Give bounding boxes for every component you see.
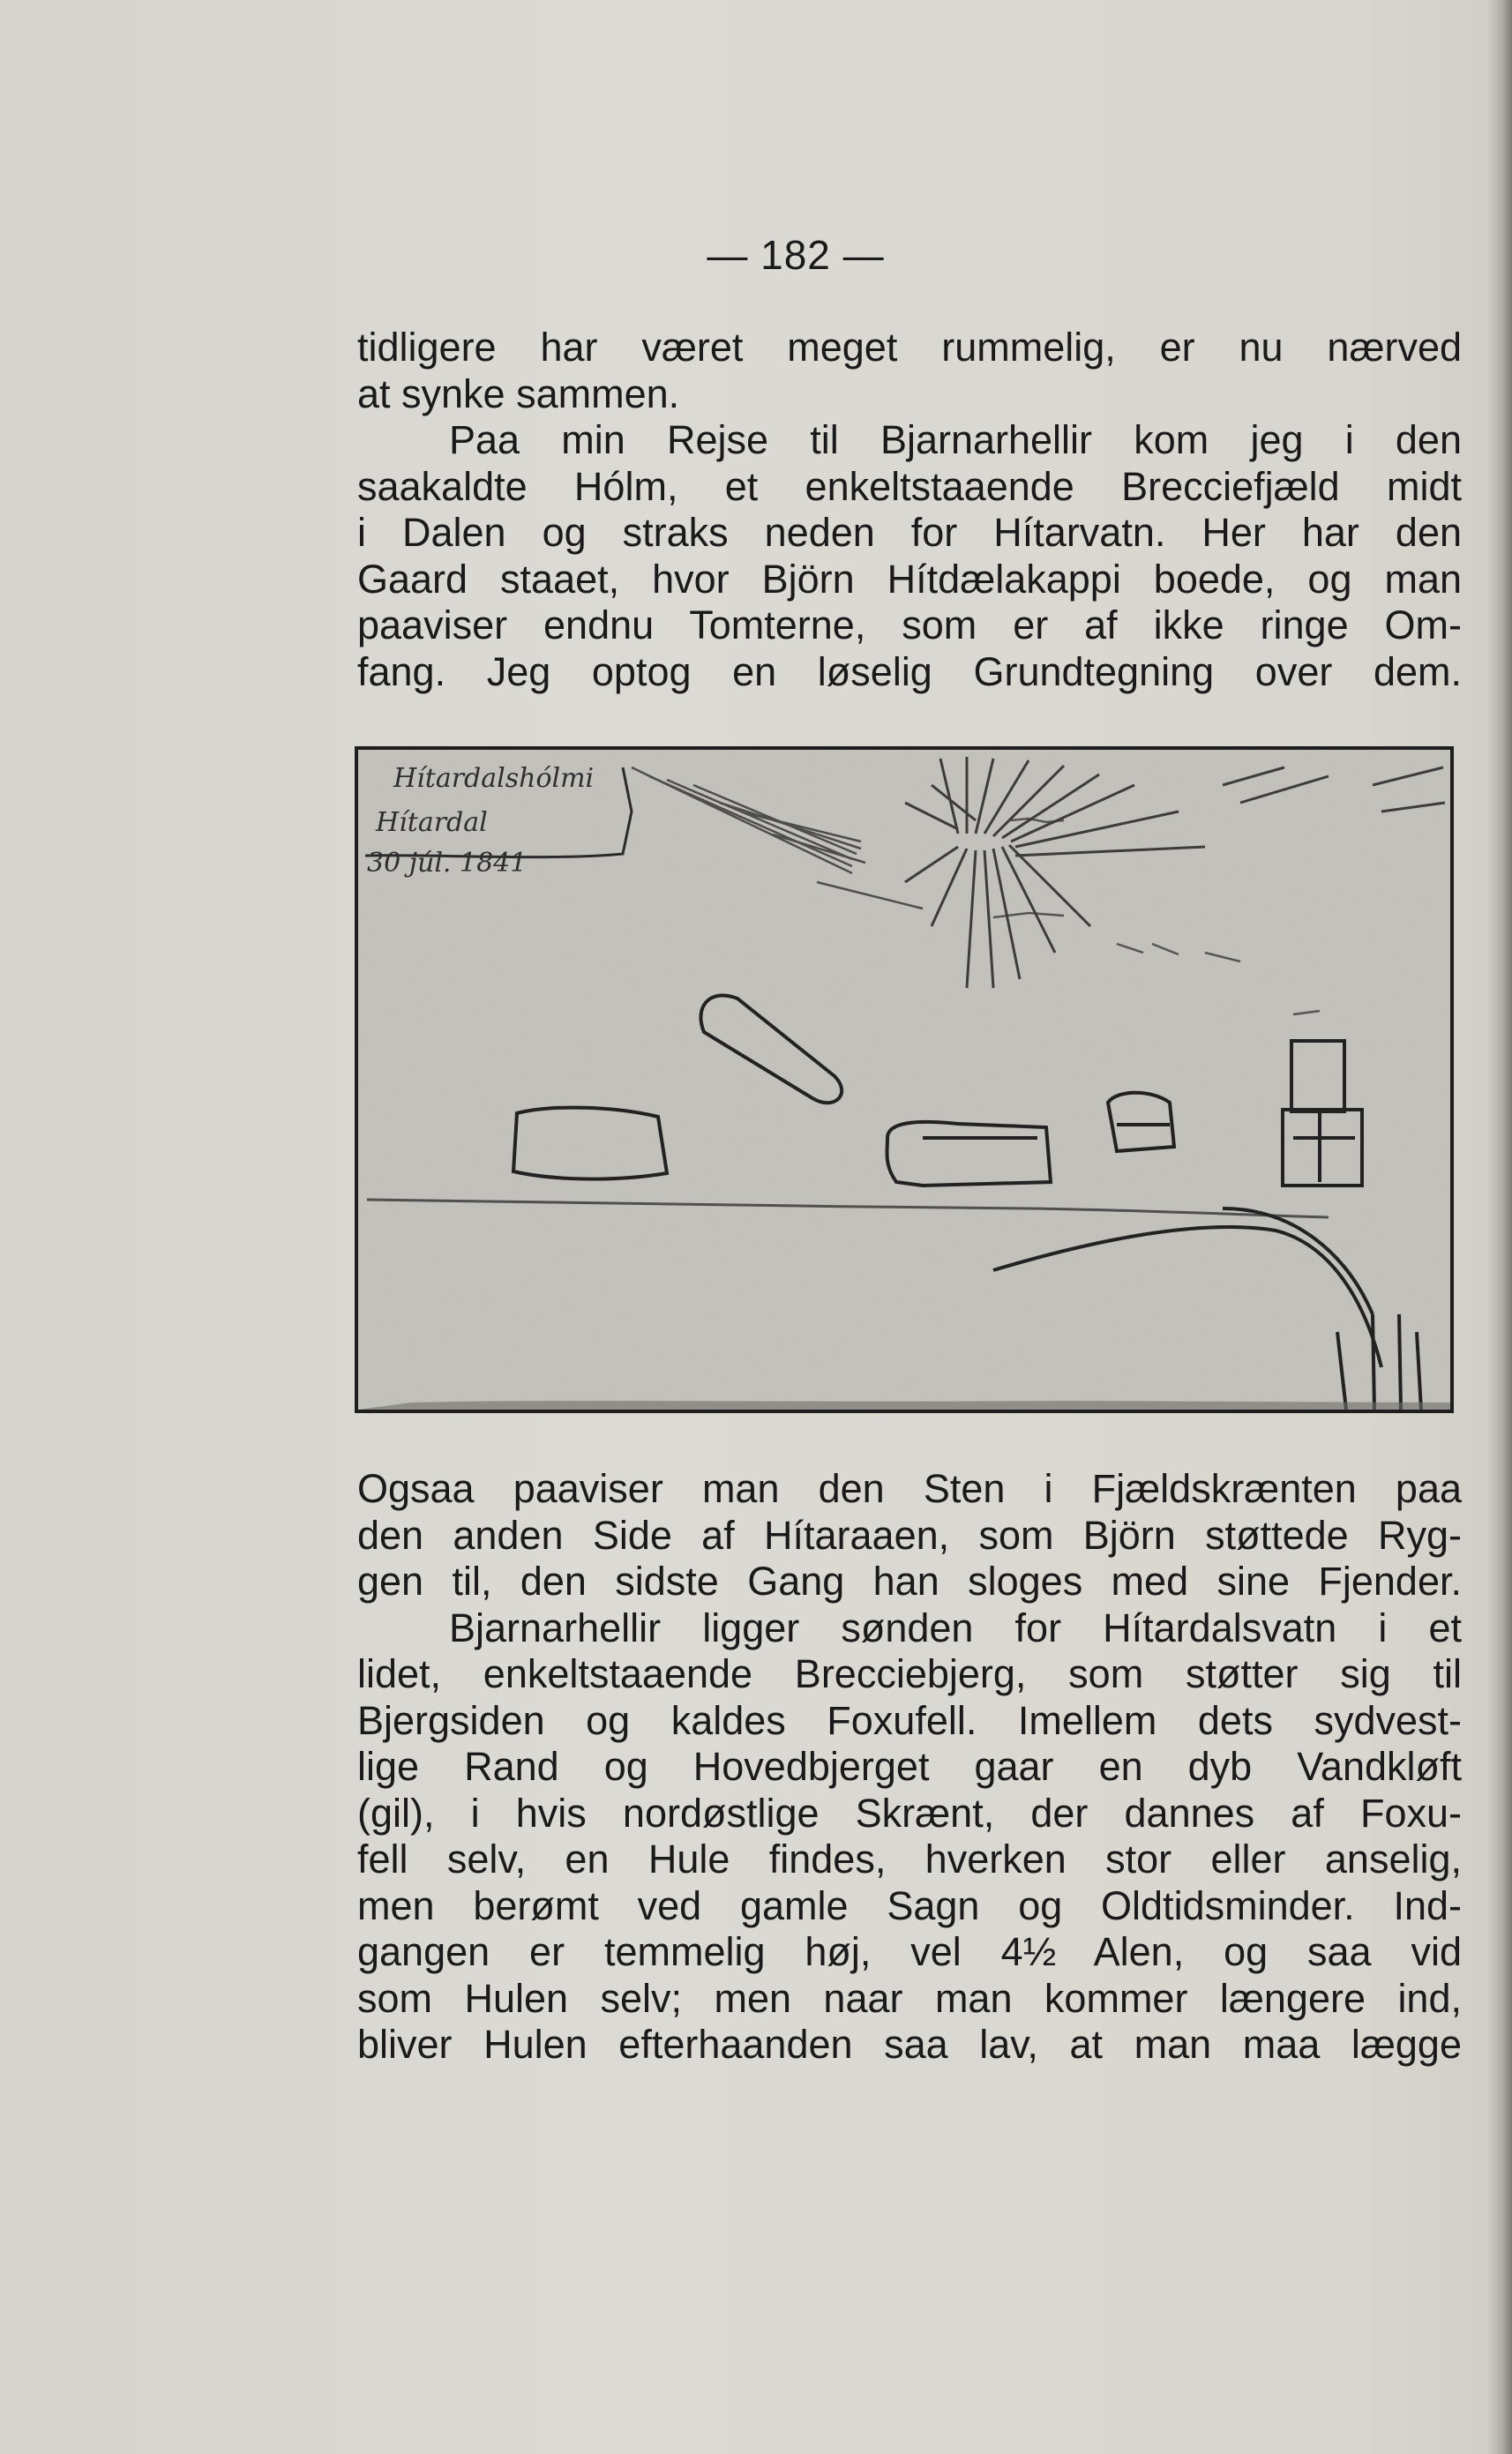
paragraph-bottom: [357, 1466, 1462, 2069]
text-line: Paa min Rejse til Bjarnarhellir kom jeg i den: [449, 417, 1462, 462]
text-line: saakaldte Hólm, et enkeltstaaende Brecciefjæld midt: [357, 463, 1462, 509]
text-line: gen til, den sidste Gang han sloges med sine Fjender.: [357, 1559, 1462, 1604]
page-number: — 182 —: [707, 232, 885, 278]
text-line: paaviser endnu Tomterne, som er af ikke ringe Om-: [357, 602, 1462, 647]
text-line: lige Rand og Hovedbjerget gaar en dyb Vandkløft: [357, 1744, 1462, 1789]
text-line: gangen er temmelig høj, vel 4½ Alen, og saa vid: [357, 1929, 1462, 1974]
note-line: Hítardalshólmi: [393, 763, 595, 794]
text-line: fang. Jeg optog en løselig Grundtegning over dem.: [357, 648, 1462, 694]
text-line: tidligere har været meget rummelig, er nu nærved: [357, 325, 1462, 370]
text-line: bliver Hulen efterhaanden saa lav, at man maa lægge: [357, 2022, 1462, 2067]
text-line: lidet, enkeltstaaende Brecciebjerg, som støtter sig til: [357, 1651, 1462, 1696]
text-line: Gaard staaet, hvor Björn Hítdælakappi boede, og man: [357, 556, 1462, 602]
text-line: at synke sammen.: [357, 370, 680, 416]
text-line: Bjarnarhellir ligger sønden for Hítardalsvatn i et: [449, 1605, 1462, 1650]
ground-plan-sketch: [355, 746, 1454, 1413]
text-line: (gil), i hvis nordøstlige Skrænt, der dannes af Foxu-: [357, 1790, 1462, 1836]
paragraph-top: [357, 325, 1462, 695]
page-edge-shadow: [1487, 0, 1512, 2454]
note-line: Hítardal: [376, 807, 488, 838]
text-line: fell selv, en Hule findes, hverken stor eller anselig,: [357, 1837, 1462, 1882]
text-line: Ogsaa paaviser man den Sten i Fjældskrænten paa: [357, 1466, 1462, 1511]
text-line: som Hulen selv; men naar man kommer længere ind,: [357, 1975, 1462, 2021]
note-line: 30 júl. 1841: [367, 848, 528, 879]
text-line: den anden Side af Hítaraaen, som Björn støttede Ryg-: [357, 1512, 1462, 1558]
text-line: men berømt ved gamle Sagn og Oldtidsminder. Ind-: [357, 1882, 1462, 1928]
sketch-drawing: [358, 750, 1450, 1410]
text-line: Bjergsiden og kaldes Foxufell. Imellem dets sydvest-: [357, 1697, 1462, 1743]
text-line: i Dalen og straks neden for Hítarvatn. Her har den: [357, 510, 1462, 555]
